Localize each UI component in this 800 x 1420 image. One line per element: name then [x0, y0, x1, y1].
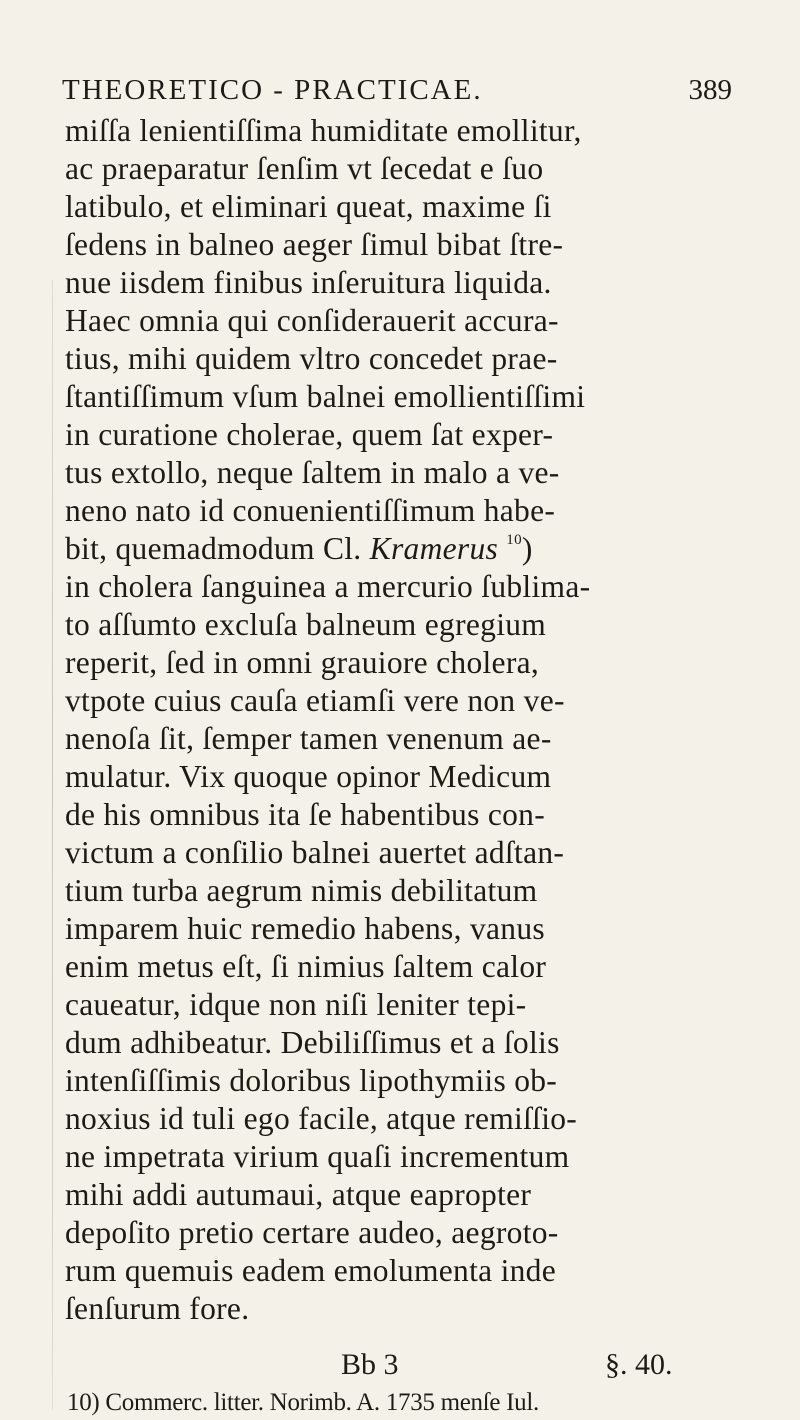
catchwords-line — [65, 1348, 745, 1386]
text-line: rum quemuis eadem emolumenta inde — [65, 1253, 557, 1288]
text-line: vtpote cuius cauſa etiamſi vere non ve- — [65, 683, 565, 718]
text-line: tus extollo, neque ſaltem in malo a ve- — [65, 455, 560, 490]
signature-mark: Bb 3 — [341, 1348, 399, 1381]
text-line: reperit, ſed in omni grauiore cholera, — [65, 645, 540, 680]
text-line: tius, mihi quidem vltro concedet prae- — [65, 341, 558, 376]
page-number: 389 — [688, 74, 732, 106]
text-line: imparem huic remedio habens, vanus — [65, 911, 545, 946]
page-header — [62, 74, 732, 114]
text-line: de his omnibus ita ſe habentibus con- — [65, 797, 546, 832]
text-line: to aſſumto excluſa balneum egregium — [65, 607, 547, 642]
catchword: §. 40. — [605, 1348, 673, 1381]
text-line-end: ) — [521, 531, 533, 566]
text-line: in cholera ſanguinea a mercurio ſublima- — [65, 569, 591, 604]
footnote-reference: 10 — [506, 532, 522, 548]
text-line: Haec omnia qui conſiderauerit accura- — [65, 303, 559, 338]
text-line-with-citation — [65, 530, 745, 568]
text-line-start: bit, quemadmodum Cl. — [65, 531, 362, 566]
text-line: ſedens in balneo aeger ſimul bibat ſtre- — [65, 227, 564, 262]
text-line: mihi addi autumaui, atque eapropter — [65, 1177, 532, 1212]
text-line: nue iisdem finibus inſeruitura liquida. — [65, 265, 552, 300]
cited-author-name: Kramerus — [369, 531, 499, 566]
footnote: 10) Commerc. litter. Norimb. A. 1735 menſe Iul. — [67, 1389, 539, 1416]
text-line: depoſito pretio certare audeo, aegroto- — [65, 1215, 559, 1250]
text-line: ac praeparatur ſenſim vt ſecedat e ſuo — [65, 151, 544, 186]
text-line: intenſiſſimis doloribus lipothymiis ob- — [65, 1063, 558, 1098]
text-line: dum adhibeatur. Debiliſſimus et a ſolis — [65, 1025, 560, 1060]
text-line: noxius id tuli ego facile, atque remiſſio- — [65, 1101, 578, 1136]
text-line: mulatur. Vix quoque opinor Medicum — [65, 759, 552, 794]
text-line: enim metus eſt, ſi nimius ſaltem calor — [65, 949, 547, 984]
inner-margin-shadow — [52, 280, 53, 1410]
text-line: ſenſurum fore. — [65, 1291, 250, 1326]
text-line: latibulo, et eliminari queat, maxime ſi — [65, 189, 552, 224]
text-line: miſſa lenientiſſima humiditate emollitur, — [65, 113, 582, 148]
text-line: in curatione cholerae, quem ſat exper- — [65, 417, 554, 452]
text-line: ſtantiſſimum vſum balnei emollientiſſimi — [65, 379, 586, 414]
text-line: caueatur, idque non niſi leniter tepi- — [65, 987, 527, 1022]
body-text — [65, 112, 745, 1328]
running-head: THEORETICO - PRACTICAE. — [62, 74, 483, 106]
text-line: tium turba aegrum nimis debilitatum — [65, 873, 538, 908]
text-line: nenoſa ſit, ſemper tamen venenum ae- — [65, 721, 552, 756]
text-line: neno nato id conuenientiſſimum habe- — [65, 493, 556, 528]
text-line: ne impetrata virium quaſi incrementum — [65, 1139, 570, 1174]
text-line: victum a conſilio balnei auertet adſtan- — [65, 835, 565, 870]
